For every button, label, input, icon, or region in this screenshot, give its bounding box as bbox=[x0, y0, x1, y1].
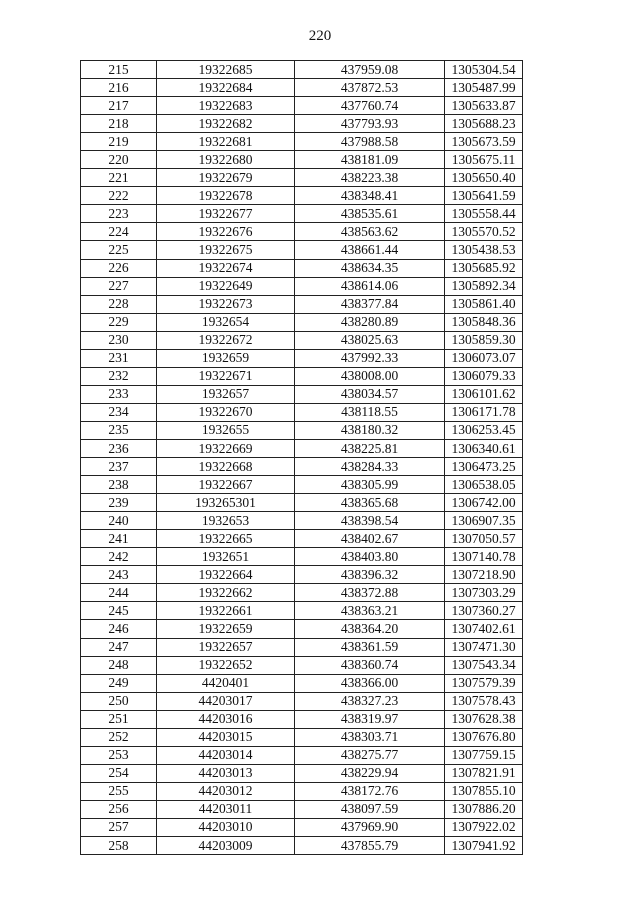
table-row bbox=[81, 115, 523, 133]
table-row bbox=[81, 530, 523, 548]
row-number-cell: 240 bbox=[81, 512, 157, 530]
table-row bbox=[81, 728, 523, 746]
x-coordinate-cell: 438229.94 bbox=[295, 764, 445, 782]
point-id-cell: 1932657 bbox=[157, 385, 295, 403]
table-row bbox=[81, 476, 523, 494]
point-id-cell: 19322665 bbox=[157, 530, 295, 548]
x-coordinate-cell: 438275.77 bbox=[295, 746, 445, 764]
row-number-cell: 216 bbox=[81, 79, 157, 97]
table-row bbox=[81, 638, 523, 656]
table-row bbox=[81, 421, 523, 439]
x-coordinate-cell: 437855.79 bbox=[295, 837, 445, 855]
point-id-cell: 19322684 bbox=[157, 79, 295, 97]
table-row bbox=[81, 782, 523, 800]
point-id-cell: 19322676 bbox=[157, 223, 295, 241]
x-coordinate-cell: 438225.81 bbox=[295, 439, 445, 457]
point-id-cell: 44203012 bbox=[157, 782, 295, 800]
table-row bbox=[81, 710, 523, 728]
row-number-cell: 228 bbox=[81, 295, 157, 313]
row-number-cell: 244 bbox=[81, 584, 157, 602]
point-id-cell: 44203016 bbox=[157, 710, 295, 728]
y-coordinate-cell: 1306340.61 bbox=[445, 439, 523, 457]
x-coordinate-cell: 438181.09 bbox=[295, 151, 445, 169]
x-coordinate-cell: 438097.59 bbox=[295, 800, 445, 818]
point-id-cell: 19322672 bbox=[157, 331, 295, 349]
row-number-cell: 253 bbox=[81, 746, 157, 764]
row-number-cell: 231 bbox=[81, 349, 157, 367]
row-number-cell: 226 bbox=[81, 259, 157, 277]
x-coordinate-cell: 438614.06 bbox=[295, 277, 445, 295]
table-row bbox=[81, 584, 523, 602]
row-number-cell: 215 bbox=[81, 61, 157, 79]
row-number-cell: 245 bbox=[81, 602, 157, 620]
row-number-cell: 239 bbox=[81, 494, 157, 512]
y-coordinate-cell: 1306253.45 bbox=[445, 421, 523, 439]
y-coordinate-cell: 1306073.07 bbox=[445, 349, 523, 367]
y-coordinate-cell: 1306171.78 bbox=[445, 403, 523, 421]
table-row bbox=[81, 548, 523, 566]
row-number-cell: 224 bbox=[81, 223, 157, 241]
row-number-cell: 258 bbox=[81, 837, 157, 855]
point-id-cell: 44203011 bbox=[157, 800, 295, 818]
y-coordinate-cell: 1305633.87 bbox=[445, 97, 523, 115]
row-number-cell: 230 bbox=[81, 331, 157, 349]
x-coordinate-cell: 437872.53 bbox=[295, 79, 445, 97]
row-number-cell: 219 bbox=[81, 133, 157, 151]
table-row bbox=[81, 205, 523, 223]
x-coordinate-cell: 437793.93 bbox=[295, 115, 445, 133]
y-coordinate-cell: 1305304.54 bbox=[445, 61, 523, 79]
y-coordinate-cell: 1307759.15 bbox=[445, 746, 523, 764]
row-number-cell: 250 bbox=[81, 692, 157, 710]
y-coordinate-cell: 1306742.00 bbox=[445, 494, 523, 512]
y-coordinate-cell: 1307922.02 bbox=[445, 818, 523, 836]
point-id-cell: 19322680 bbox=[157, 151, 295, 169]
table-row bbox=[81, 79, 523, 97]
point-id-cell: 19322649 bbox=[157, 277, 295, 295]
point-id-cell: 44203010 bbox=[157, 818, 295, 836]
row-number-cell: 236 bbox=[81, 439, 157, 457]
row-number-cell: 246 bbox=[81, 620, 157, 638]
y-coordinate-cell: 1305570.52 bbox=[445, 223, 523, 241]
table-row bbox=[81, 439, 523, 457]
point-id-cell: 19322667 bbox=[157, 476, 295, 494]
row-number-cell: 222 bbox=[81, 187, 157, 205]
row-number-cell: 241 bbox=[81, 530, 157, 548]
row-number-cell: 249 bbox=[81, 674, 157, 692]
y-coordinate-cell: 1305859.30 bbox=[445, 331, 523, 349]
point-id-cell: 1932654 bbox=[157, 313, 295, 331]
table-row bbox=[81, 133, 523, 151]
y-coordinate-cell: 1305861.40 bbox=[445, 295, 523, 313]
x-coordinate-cell: 438535.61 bbox=[295, 205, 445, 223]
table-row bbox=[81, 277, 523, 295]
x-coordinate-cell: 438372.88 bbox=[295, 584, 445, 602]
point-id-cell: 19322683 bbox=[157, 97, 295, 115]
table-row bbox=[81, 349, 523, 367]
table-row bbox=[81, 367, 523, 385]
table-row bbox=[81, 331, 523, 349]
x-coordinate-cell: 438280.89 bbox=[295, 313, 445, 331]
y-coordinate-cell: 1307578.43 bbox=[445, 692, 523, 710]
x-coordinate-cell: 438180.32 bbox=[295, 421, 445, 439]
point-id-cell: 1932659 bbox=[157, 349, 295, 367]
x-coordinate-cell: 438008.00 bbox=[295, 367, 445, 385]
table-row bbox=[81, 97, 523, 115]
x-coordinate-cell: 437992.33 bbox=[295, 349, 445, 367]
table-row bbox=[81, 674, 523, 692]
x-coordinate-cell: 438361.59 bbox=[295, 638, 445, 656]
y-coordinate-cell: 1305673.59 bbox=[445, 133, 523, 151]
table-row bbox=[81, 61, 523, 79]
y-coordinate-cell: 1306473.25 bbox=[445, 458, 523, 476]
row-number-cell: 255 bbox=[81, 782, 157, 800]
x-coordinate-cell: 438172.76 bbox=[295, 782, 445, 800]
point-id-cell: 1932651 bbox=[157, 548, 295, 566]
x-coordinate-cell: 438398.54 bbox=[295, 512, 445, 530]
x-coordinate-cell: 437988.58 bbox=[295, 133, 445, 151]
row-number-cell: 220 bbox=[81, 151, 157, 169]
point-id-cell: 44203013 bbox=[157, 764, 295, 782]
point-id-cell: 19322675 bbox=[157, 241, 295, 259]
point-id-cell: 19322662 bbox=[157, 584, 295, 602]
y-coordinate-cell: 1306907.35 bbox=[445, 512, 523, 530]
point-id-cell: 193265301 bbox=[157, 494, 295, 512]
y-coordinate-cell: 1307579.39 bbox=[445, 674, 523, 692]
table-row bbox=[81, 223, 523, 241]
row-number-cell: 254 bbox=[81, 764, 157, 782]
row-number-cell: 235 bbox=[81, 421, 157, 439]
table-row bbox=[81, 169, 523, 187]
table-row bbox=[81, 313, 523, 331]
x-coordinate-cell: 438305.99 bbox=[295, 476, 445, 494]
x-coordinate-cell: 438025.63 bbox=[295, 331, 445, 349]
row-number-cell: 248 bbox=[81, 656, 157, 674]
x-coordinate-cell: 438118.55 bbox=[295, 403, 445, 421]
table-row bbox=[81, 494, 523, 512]
x-coordinate-cell: 438327.23 bbox=[295, 692, 445, 710]
point-id-cell: 19322664 bbox=[157, 566, 295, 584]
table-row bbox=[81, 512, 523, 530]
table-row bbox=[81, 692, 523, 710]
table-row bbox=[81, 837, 523, 855]
row-number-cell: 251 bbox=[81, 710, 157, 728]
point-id-cell: 19322685 bbox=[157, 61, 295, 79]
y-coordinate-cell: 1307628.38 bbox=[445, 710, 523, 728]
y-coordinate-cell: 1307050.57 bbox=[445, 530, 523, 548]
x-coordinate-cell: 438634.35 bbox=[295, 259, 445, 277]
y-coordinate-cell: 1305650.40 bbox=[445, 169, 523, 187]
point-id-cell: 44203015 bbox=[157, 728, 295, 746]
y-coordinate-cell: 1307360.27 bbox=[445, 602, 523, 620]
row-number-cell: 217 bbox=[81, 97, 157, 115]
x-coordinate-cell: 438402.67 bbox=[295, 530, 445, 548]
x-coordinate-cell: 437959.08 bbox=[295, 61, 445, 79]
point-id-cell: 19322668 bbox=[157, 458, 295, 476]
point-id-cell: 19322657 bbox=[157, 638, 295, 656]
y-coordinate-cell: 1307543.34 bbox=[445, 656, 523, 674]
row-number-cell: 225 bbox=[81, 241, 157, 259]
y-coordinate-cell: 1305675.11 bbox=[445, 151, 523, 169]
row-number-cell: 233 bbox=[81, 385, 157, 403]
x-coordinate-cell: 438319.97 bbox=[295, 710, 445, 728]
x-coordinate-cell: 437760.74 bbox=[295, 97, 445, 115]
x-coordinate-cell: 438348.41 bbox=[295, 187, 445, 205]
row-number-cell: 234 bbox=[81, 403, 157, 421]
y-coordinate-cell: 1305848.36 bbox=[445, 313, 523, 331]
row-number-cell: 227 bbox=[81, 277, 157, 295]
table-row bbox=[81, 800, 523, 818]
point-id-cell: 4420401 bbox=[157, 674, 295, 692]
table-row bbox=[81, 656, 523, 674]
point-id-cell: 19322669 bbox=[157, 439, 295, 457]
x-coordinate-cell: 438363.21 bbox=[295, 602, 445, 620]
row-number-cell: 243 bbox=[81, 566, 157, 584]
table-row bbox=[81, 385, 523, 403]
y-coordinate-cell: 1307140.78 bbox=[445, 548, 523, 566]
y-coordinate-cell: 1306079.33 bbox=[445, 367, 523, 385]
point-id-cell: 1932653 bbox=[157, 512, 295, 530]
x-coordinate-cell: 438563.62 bbox=[295, 223, 445, 241]
row-number-cell: 218 bbox=[81, 115, 157, 133]
row-number-cell: 247 bbox=[81, 638, 157, 656]
table-row bbox=[81, 602, 523, 620]
y-coordinate-cell: 1305688.23 bbox=[445, 115, 523, 133]
x-coordinate-cell: 438303.71 bbox=[295, 728, 445, 746]
table-row bbox=[81, 764, 523, 782]
x-coordinate-cell: 438365.68 bbox=[295, 494, 445, 512]
point-id-cell: 19322679 bbox=[157, 169, 295, 187]
x-coordinate-cell: 438403.80 bbox=[295, 548, 445, 566]
x-coordinate-cell: 438366.00 bbox=[295, 674, 445, 692]
table-row bbox=[81, 746, 523, 764]
y-coordinate-cell: 1305685.92 bbox=[445, 259, 523, 277]
row-number-cell: 232 bbox=[81, 367, 157, 385]
x-coordinate-cell: 438223.38 bbox=[295, 169, 445, 187]
point-id-cell: 44203009 bbox=[157, 837, 295, 855]
y-coordinate-cell: 1306538.05 bbox=[445, 476, 523, 494]
y-coordinate-cell: 1307821.91 bbox=[445, 764, 523, 782]
row-number-cell: 238 bbox=[81, 476, 157, 494]
point-id-cell: 19322682 bbox=[157, 115, 295, 133]
point-id-cell: 19322671 bbox=[157, 367, 295, 385]
table-row bbox=[81, 566, 523, 584]
point-id-cell: 19322674 bbox=[157, 259, 295, 277]
y-coordinate-cell: 1307886.20 bbox=[445, 800, 523, 818]
point-id-cell: 19322677 bbox=[157, 205, 295, 223]
y-coordinate-cell: 1305641.59 bbox=[445, 187, 523, 205]
point-id-cell: 19322652 bbox=[157, 656, 295, 674]
row-number-cell: 252 bbox=[81, 728, 157, 746]
table-row bbox=[81, 458, 523, 476]
x-coordinate-cell: 437969.90 bbox=[295, 818, 445, 836]
y-coordinate-cell: 1307855.10 bbox=[445, 782, 523, 800]
point-id-cell: 1932655 bbox=[157, 421, 295, 439]
table-row bbox=[81, 151, 523, 169]
row-number-cell: 221 bbox=[81, 169, 157, 187]
x-coordinate-cell: 438364.20 bbox=[295, 620, 445, 638]
row-number-cell: 257 bbox=[81, 818, 157, 836]
y-coordinate-cell: 1305438.53 bbox=[445, 241, 523, 259]
y-coordinate-cell: 1307303.29 bbox=[445, 584, 523, 602]
x-coordinate-cell: 438661.44 bbox=[295, 241, 445, 259]
row-number-cell: 242 bbox=[81, 548, 157, 566]
row-number-cell: 237 bbox=[81, 458, 157, 476]
point-id-cell: 19322673 bbox=[157, 295, 295, 313]
x-coordinate-cell: 438360.74 bbox=[295, 656, 445, 674]
page-number: 220 bbox=[308, 28, 332, 44]
point-id-cell: 19322678 bbox=[157, 187, 295, 205]
table-row bbox=[81, 295, 523, 313]
table-row bbox=[81, 403, 523, 421]
coordinates-table bbox=[80, 60, 523, 855]
table-row bbox=[81, 187, 523, 205]
row-number-cell: 256 bbox=[81, 800, 157, 818]
y-coordinate-cell: 1307218.90 bbox=[445, 566, 523, 584]
table-row bbox=[81, 241, 523, 259]
point-id-cell: 44203014 bbox=[157, 746, 295, 764]
y-coordinate-cell: 1305558.44 bbox=[445, 205, 523, 223]
y-coordinate-cell: 1307676.80 bbox=[445, 728, 523, 746]
y-coordinate-cell: 1305892.34 bbox=[445, 277, 523, 295]
x-coordinate-cell: 438034.57 bbox=[295, 385, 445, 403]
row-number-cell: 223 bbox=[81, 205, 157, 223]
x-coordinate-cell: 438396.32 bbox=[295, 566, 445, 584]
point-id-cell: 19322681 bbox=[157, 133, 295, 151]
coordinates-table-body bbox=[81, 61, 523, 855]
y-coordinate-cell: 1307471.30 bbox=[445, 638, 523, 656]
y-coordinate-cell: 1307402.61 bbox=[445, 620, 523, 638]
y-coordinate-cell: 1306101.62 bbox=[445, 385, 523, 403]
point-id-cell: 19322670 bbox=[157, 403, 295, 421]
point-id-cell: 19322661 bbox=[157, 602, 295, 620]
table-row bbox=[81, 259, 523, 277]
y-coordinate-cell: 1307941.92 bbox=[445, 837, 523, 855]
x-coordinate-cell: 438284.33 bbox=[295, 458, 445, 476]
table-row bbox=[81, 818, 523, 836]
y-coordinate-cell: 1305487.99 bbox=[445, 79, 523, 97]
row-number-cell: 229 bbox=[81, 313, 157, 331]
table-row bbox=[81, 620, 523, 638]
x-coordinate-cell: 438377.84 bbox=[295, 295, 445, 313]
point-id-cell: 44203017 bbox=[157, 692, 295, 710]
point-id-cell: 19322659 bbox=[157, 620, 295, 638]
